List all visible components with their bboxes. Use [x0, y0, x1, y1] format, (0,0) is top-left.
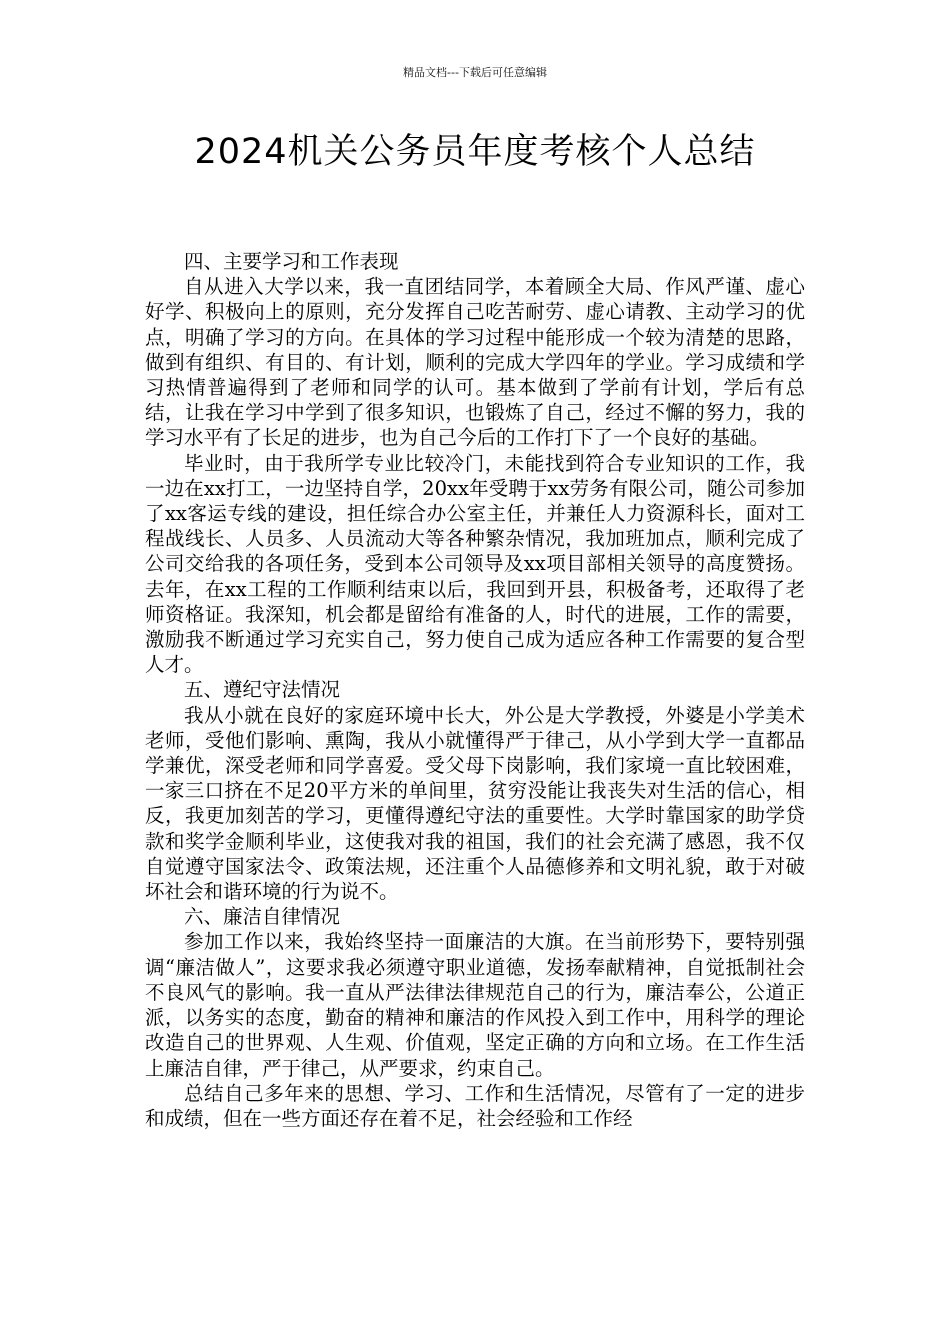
paragraph-study: 自从进入大学以来，我一直团结同学，本着顾全大局、作风严谨、虚心好学、积极向上的原则，充分发挥自己吃苦耐劳、虚心请教、主动学习的优点，明确了学习的方向。在具体的学习过程中能形成一个较为清楚的思路，做到有组织、有目的、有计划，顺利的完成大学四年的学业。学习成绩和学习热情普遍得到了老师和同学的认可。基本做到了学前有计划，学后有总结，让我在学习中学到了很多知识，也锻炼了自己，经过不懈的努力，我的学习水平有了长足的进步，也为自己今后的工作打下了一个良好的基础。 [145, 275, 805, 450]
paragraph-law-abiding: 我从小就在良好的家庭环境中长大，外公是大学教授，外婆是小学美术老师，受他们影响、熏陶，我从小就懂得严于律己，从小学到大学一直都品学兼优，深受老师和同学喜爱。受父母下岗影响，我们家境一直比较困难，一家三口挤在不足20平方米的单间里，贫穷没能让我丧失对生活的信心，相反，我更加刻苦的学习，更懂得遵纪守法的重要性。大学时靠国家的助学贷款和奖学金顺利毕业，这使我对我的祖国，我们的社会充满了感恩，我不仅自觉遵守国家法令、政策法规，还注重个人品德修养和文明礼貌，敢于对破坏社会和谐环境的行为说不。 [145, 703, 805, 904]
section-heading-integrity: 六、廉洁自律情况 [184, 905, 341, 929]
document-title: 2024机关公务员年度考核个人总结 [194, 132, 756, 172]
document-body [145, 249, 805, 1131]
paragraph-integrity: 参加工作以来，我始终坚持一面廉洁的大旗。在当前形势下，要特别强调“廉洁做人”，这要求我必须遵守职业道德，发扬奉献精神，自觉抵制社会不良风气的影响。我一直从严法律法律规范自己的行为，廉洁奉公，公道正派，以务实的态度，勤奋的精神和廉洁的作风投入到工作中，用科学的理论改造自己的世界观、人生观、价值观，坚定正确的方向和立场。在工作生活上廉洁自律，严于律己，从严要求，约束自己。 [145, 930, 805, 1080]
paragraph-work-experience: 毕业时，由于我所学专业比较冷门，未能找到符合专业知识的工作，我一边在xx打工，一边坚持自学，20xx年受聘于xx劳务有限公司，随公司参加了xx客运专线的建设，担任综合办公室主任，并兼任人力资源科长，面对工程战线长、人员多、人员流动大等各种繁杂情况，我加班加点，顺利完成了公司交给我的各项任务，受到本公司领导及xx项目部相关领导的高度赞扬。去年，在xx工程的工作顺利结束以后，我回到开县，积极备考，还取得了老师资格证。我深知，机会都是留给有准备的人，时代的进展，工作的需要，激励我不断通过学习充实自己，努力使自己成为适应各种工作需要的复合型人才。 [145, 451, 805, 677]
section-heading-law-abiding: 五、遵纪守法情况 [184, 678, 341, 702]
paragraph-summary: 总结自己多年来的思想、学习、工作和生活情况，尽管有了一定的进步和成绩，但在一些方面还存在着不足，社会经验和工作经 [145, 1081, 805, 1130]
header-note: 精品文档---下载后可任意编辑 [403, 66, 547, 79]
section-heading-study-work: 四、主要学习和工作表现 [184, 250, 399, 273]
